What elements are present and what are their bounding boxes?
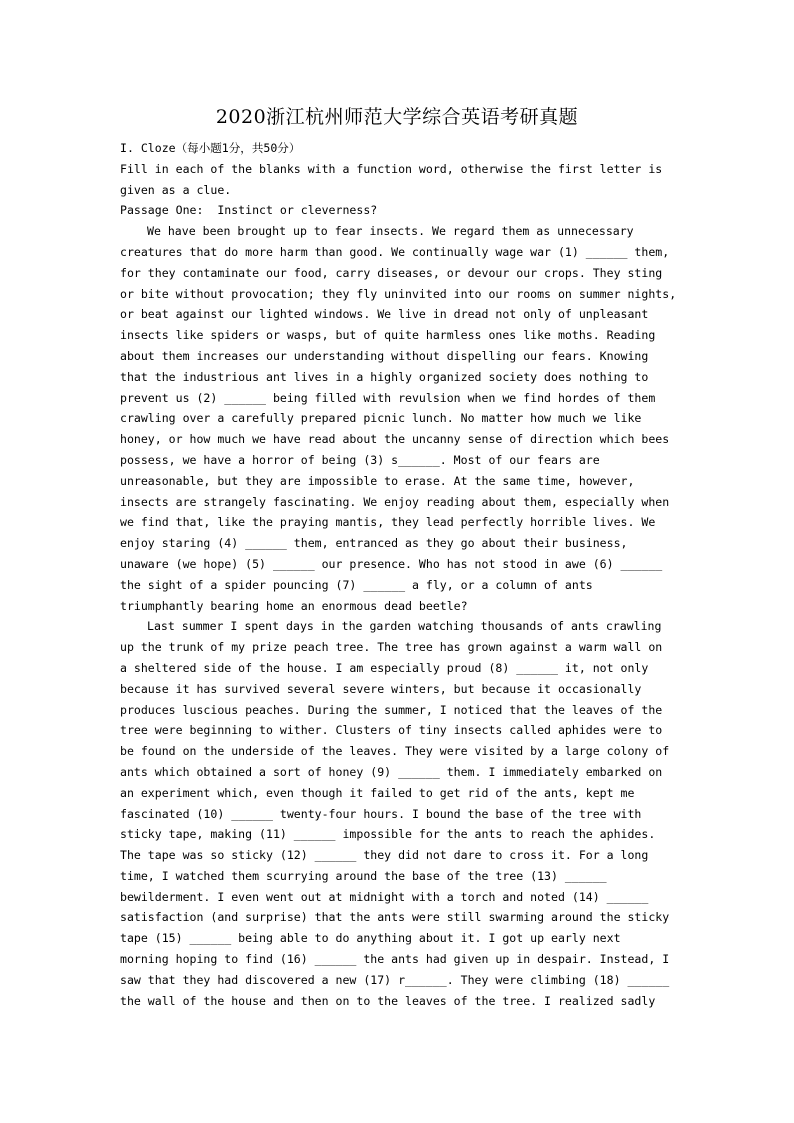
text-line: an experiment which, even though it failed to get rid of the ants, kept me xyxy=(120,785,635,800)
passage-heading: Passage One: Instinct or cleverness? xyxy=(120,203,378,218)
text-line: tape (15) ______ being able to do anything about it. I got up early next xyxy=(120,931,621,946)
text-line: We have been brought up to fear insects. We regard them as unnecessary xyxy=(147,224,634,239)
instruction-line: Fill in each of the blanks with a function word, otherwise the first letter is xyxy=(120,161,663,176)
text-line: Last summer I spent days in the garden watching thousands of ants crawling xyxy=(147,619,662,634)
text-line: a sheltered side of the house. I am especially proud (8) ______ it, not only xyxy=(120,660,649,675)
text-line: bewilderment. I even went out at midnight with a torch and noted (14) ______ xyxy=(120,889,649,904)
text-line: prevent us (2) ______ being filled with revulsion when we find hordes of them xyxy=(120,390,656,405)
text-line: unreasonable, but they are impossible to erase. At the same time, however, xyxy=(120,473,635,488)
text-line: we find that, like the praying mantis, they lead perfectly horrible lives. We xyxy=(120,515,656,530)
section-heading: I. Cloze（每小题1分，共50分） xyxy=(120,141,301,155)
text-line: up the trunk of my prize peach tree. The tree has grown against a warm wall on xyxy=(120,640,663,655)
text-line: ants which obtained a sort of honey (9) ______ them. I immediately embarked on xyxy=(120,764,663,779)
text-line: morning hoping to find (16) ______ the ants had given up in despair. Instead, I xyxy=(120,952,670,967)
text-line: produces luscious peaches. During the summer, I noticed that the leaves of the xyxy=(120,702,663,717)
text-line: honey, or how much we have read about the uncanny sense of direction which bees xyxy=(120,432,670,447)
text-line: time, I watched them scurrying around the base of the tree (13) ______ xyxy=(120,868,607,883)
document-body xyxy=(120,138,685,1011)
text-line: unaware (we hope) (5) ______ our presence. Who has not stood in awe (6) ______ xyxy=(120,556,663,571)
text-line: crawling over a carefully prepared picnic lunch. No matter how much we like xyxy=(120,411,642,426)
text-line: saw that they had discovered a new (17) r______. They were climbing (18) ______ xyxy=(120,972,670,987)
text-line: fascinated (10) ______ twenty-four hours. I bound the base of the tree with xyxy=(120,806,642,821)
instruction-line: given as a clue. xyxy=(120,182,232,197)
text-line: insects are strangely fascinating. We enjoy reading about them, especially when xyxy=(120,494,670,509)
text-line: creatures that do more harm than good. We continually wage war (1) ______ them, xyxy=(120,244,670,259)
text-line: the sight of a spider pouncing (7) ______ a fly, or a column of ants xyxy=(120,577,593,592)
text-line: for they contaminate our food, carry diseases, or devour our crops. They sting xyxy=(120,265,663,280)
text-line: about them increases our understanding without dispelling our fears. Knowing xyxy=(120,348,649,363)
document-title: 2020浙江杭州师范大学综合英语考研真题 xyxy=(215,106,579,128)
text-line: or bite without provocation; they fly uninvited into our rooms on summer nights, xyxy=(120,286,677,301)
text-line: triumphantly bearing home an enormous dead beetle? xyxy=(120,598,468,613)
text-line: that the industrious ant lives in a highly organized society does nothing to xyxy=(120,369,649,384)
text-line: insects like spiders or wasps, but of quite harmless ones like moths. Reading xyxy=(120,328,656,343)
text-line: possess, we have a horror of being (3) s______. Most of our fears are xyxy=(120,452,600,467)
text-line: or beat against our lighted windows. We live in dread not only of unpleasant xyxy=(120,307,649,322)
text-line: tree were beginning to wither. Clusters of tiny insects called aphides were to xyxy=(120,723,663,738)
text-line: sticky tape, making (11) ______ impossible for the ants to reach the aphides. xyxy=(120,827,656,842)
text-line: because it has survived several severe winters, but because it occasionally xyxy=(120,681,642,696)
text-line: The tape was so sticky (12) ______ they did not dare to cross it. For a long xyxy=(120,848,649,863)
text-line: enjoy staring (4) ______ them, entranced as they go about their business, xyxy=(120,536,628,551)
text-line: satisfaction (and surprise) that the ants were still swarming around the sticky xyxy=(120,910,670,925)
text-line: the wall of the house and then on to the leaves of the tree. I realized sadly xyxy=(120,993,656,1008)
text-line: be found on the underside of the leaves. They were visited by a large colony of xyxy=(120,744,670,759)
